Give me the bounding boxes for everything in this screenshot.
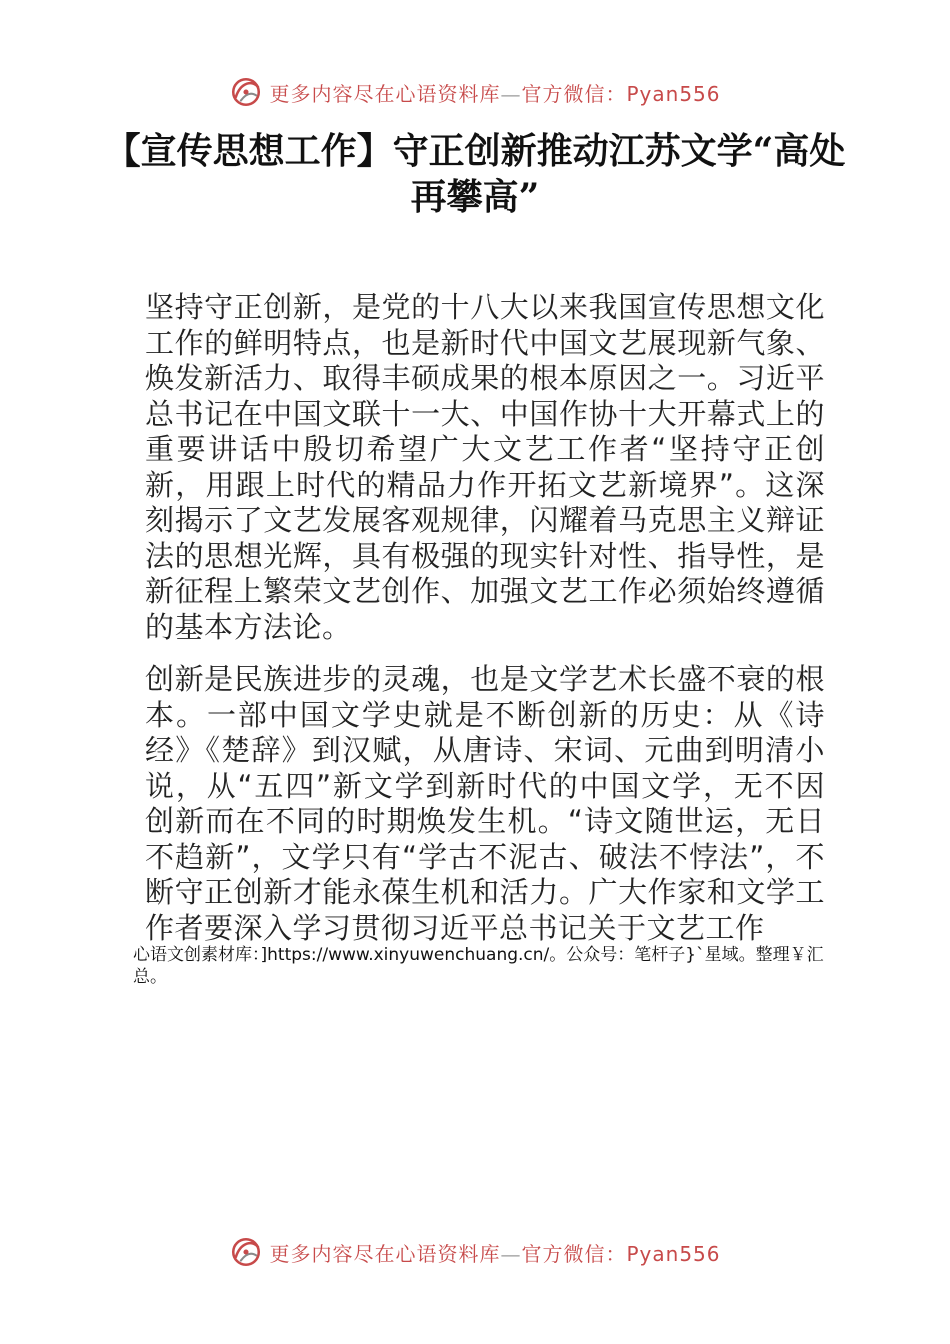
watermark-handle: Pyan556	[626, 81, 721, 106]
watermark-wechat-label: 官方微信：	[521, 1241, 627, 1266]
watermark-main-text: 更多内容尽在心语资料库	[269, 81, 501, 106]
footer-watermark	[0, 1232, 950, 1272]
watermark-text	[269, 78, 720, 107]
source-footnote: 心语文创素材库：]https://www.xinyuwenchuang.cn/。公众号：笔杆子}`星域。整理￥汇总。	[133, 945, 824, 987]
watermark-dash: —	[500, 1241, 522, 1266]
watermark-dash: —	[500, 81, 522, 106]
header-watermark	[0, 72, 950, 112]
brand-logo-icon	[229, 1235, 263, 1269]
document-title: 【宣传思想工作】守正创新推动江苏文学“高处再攀高”	[104, 130, 846, 218]
watermark-main-text: 更多内容尽在心语资料库	[269, 1241, 501, 1266]
watermark-handle: Pyan556	[626, 1241, 721, 1266]
body-paragraph-1: 坚持守正创新，是党的十八大以来我国宣传思想文化工作的鲜明特点，也是新时代中国文艺展现新气象、焕发新活力、取得丰硕成果的根本原因之一。习近平总书记在中国文联十一大、中国作协十大开幕式上的重要讲话中殷切希望广大文艺工作者“坚持守正创新，用跟上时代的精品力作开拓文艺新境界”。这深刻揭示了文艺发展客观规律，闪耀着马克思主义辩证法的思想光辉，具有极强的现实针对性、指导性，是新征程上繁荣文艺创作、加强文艺工作必须始终遵循的基本方法论。	[145, 290, 825, 644]
watermark-text	[269, 1238, 720, 1267]
brand-logo-icon	[229, 75, 263, 109]
document-body	[145, 290, 825, 963]
body-paragraph-2: 创新是民族进步的灵魂，也是文学艺术长盛不衰的根本。一部中国文学史就是不断创新的历史：从《诗经》《楚辞》到汉赋，从唐诗、宋词、元曲到明清小说，从“五四”新文学到新时代的中国文学，无不因创新而在不同的时期焕发生机。“诗文随世运，无日不趋新”，文学只有“学古不泥古、破法不悖法”，不断守正创新才能永葆生机和活力。广大作家和文学工作者要深入学习贯彻习近平总书记关于文艺工作	[145, 662, 825, 945]
watermark-wechat-label: 官方微信：	[521, 81, 627, 106]
